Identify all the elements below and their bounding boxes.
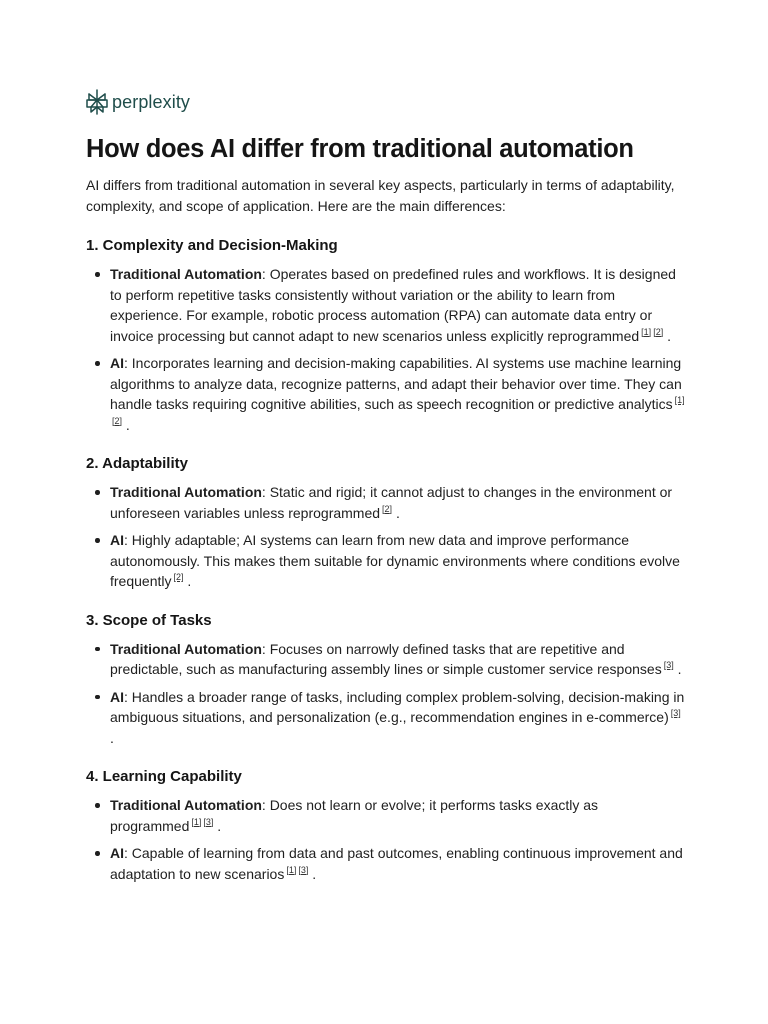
item-text: : Static and rigid; it cannot adjust to changes in the environment or unforeseen variables unless reprogrammed	[110, 484, 673, 521]
citation-link[interactable]: [2]	[112, 415, 123, 426]
list-item	[110, 353, 686, 435]
item-text: : Incorporates learning and decision-making capabilities. AI systems use machine learning algorithms to analyze data, recognize patterns, and adapt their behavior over time. They can handle tasks requiring cognitive abilities, such as speech recognition or predictive analytics	[110, 355, 682, 412]
brand-logo[interactable]	[86, 88, 686, 116]
section-heading: 3. Scope of Tasks	[86, 611, 212, 629]
item-end: .	[392, 504, 400, 521]
item-end: .	[308, 865, 317, 882]
citation-link[interactable]: [2]	[653, 326, 664, 337]
item-text: : Operates based on predefined rules and workflows. It is designed to perform repetitive tasks consistently without variation or the ability to learn from experience. For example, robotic process automation (RPA) can automate data entry or invoice processing but cannot adapt to new scenarios unless explicitly reprogrammed	[110, 266, 676, 344]
perplexity-logo-icon	[86, 89, 108, 115]
bullet-list	[86, 795, 686, 884]
document-page	[86, 88, 686, 891]
list-item	[110, 264, 686, 346]
page-title: How does AI differ from traditional automation	[86, 135, 634, 163]
item-label: Traditional Automation	[110, 484, 262, 500]
citation-link[interactable]: [1]	[286, 864, 297, 875]
citation-link[interactable]: [2]	[173, 572, 184, 582]
bullet-list	[86, 639, 686, 749]
section-heading: 1. Complexity and Decision-Making	[86, 237, 338, 254]
list-item	[110, 843, 686, 884]
item-label: AI	[110, 355, 124, 371]
list-item	[110, 639, 686, 680]
citation-link[interactable]: [3]	[298, 864, 309, 875]
item-text: : Does not learn or evolve; it performs tasks exactly as programmed	[110, 797, 599, 834]
item-end: .	[673, 661, 682, 677]
list-item	[110, 795, 686, 836]
citation-link[interactable]: [3]	[670, 708, 681, 718]
item-label: AI	[110, 688, 124, 705]
item-label: AI	[110, 845, 124, 861]
item-text: : Highly adaptable; AI systems can learn from new data and improve performance autonomously. This makes them suitable for dynamic environments where conditions evolve frequently	[110, 532, 680, 589]
section-heading: 4. Learning Capability	[86, 768, 242, 785]
citation-link[interactable]: [3]	[203, 816, 214, 827]
list-item	[110, 687, 686, 749]
citation-link[interactable]: [1]	[641, 326, 652, 337]
item-label: Traditional Automation	[110, 797, 262, 813]
item-end: .	[183, 573, 192, 589]
section-heading: 2. Adaptability	[86, 455, 188, 472]
citation-link[interactable]: [2]	[382, 503, 393, 514]
item-end: .	[213, 817, 222, 834]
sections-container	[86, 235, 686, 884]
list-item	[110, 530, 686, 592]
brand-name: perplexity	[112, 92, 191, 112]
list-item	[110, 482, 686, 523]
item-end: .	[663, 327, 671, 344]
item-label: Traditional Automation	[110, 640, 262, 657]
item-label: Traditional Automation	[110, 266, 262, 282]
citation-link[interactable]: [3]	[663, 660, 674, 670]
bullet-list	[86, 264, 686, 435]
item-end: .	[110, 729, 114, 746]
item-text: : Capable of learning from data and past outcomes, enabling continuous improvement and adaptation to new scenarios	[110, 845, 683, 882]
bullet-list	[86, 482, 686, 592]
item-text: : Focuses on narrowly defined tasks that are repetitive and predictable, such as manufacturing assembly lines or simple customer service responses	[110, 640, 662, 677]
intro-paragraph: AI differs from traditional automation in several key aspects, particularly in terms of adaptability, complexity, and scope of application. Here are the main differences:	[86, 177, 675, 214]
item-end: .	[122, 416, 130, 433]
citation-link[interactable]: [1]	[674, 395, 685, 405]
citation-link[interactable]: [1]	[191, 816, 202, 827]
item-text: : Handles a broader range of tasks, including complex problem-solving, decision-making in ambiguous situations, and personalization (e.g., recommendation engines in e-commerce)	[110, 688, 685, 725]
item-label: AI	[110, 532, 124, 548]
